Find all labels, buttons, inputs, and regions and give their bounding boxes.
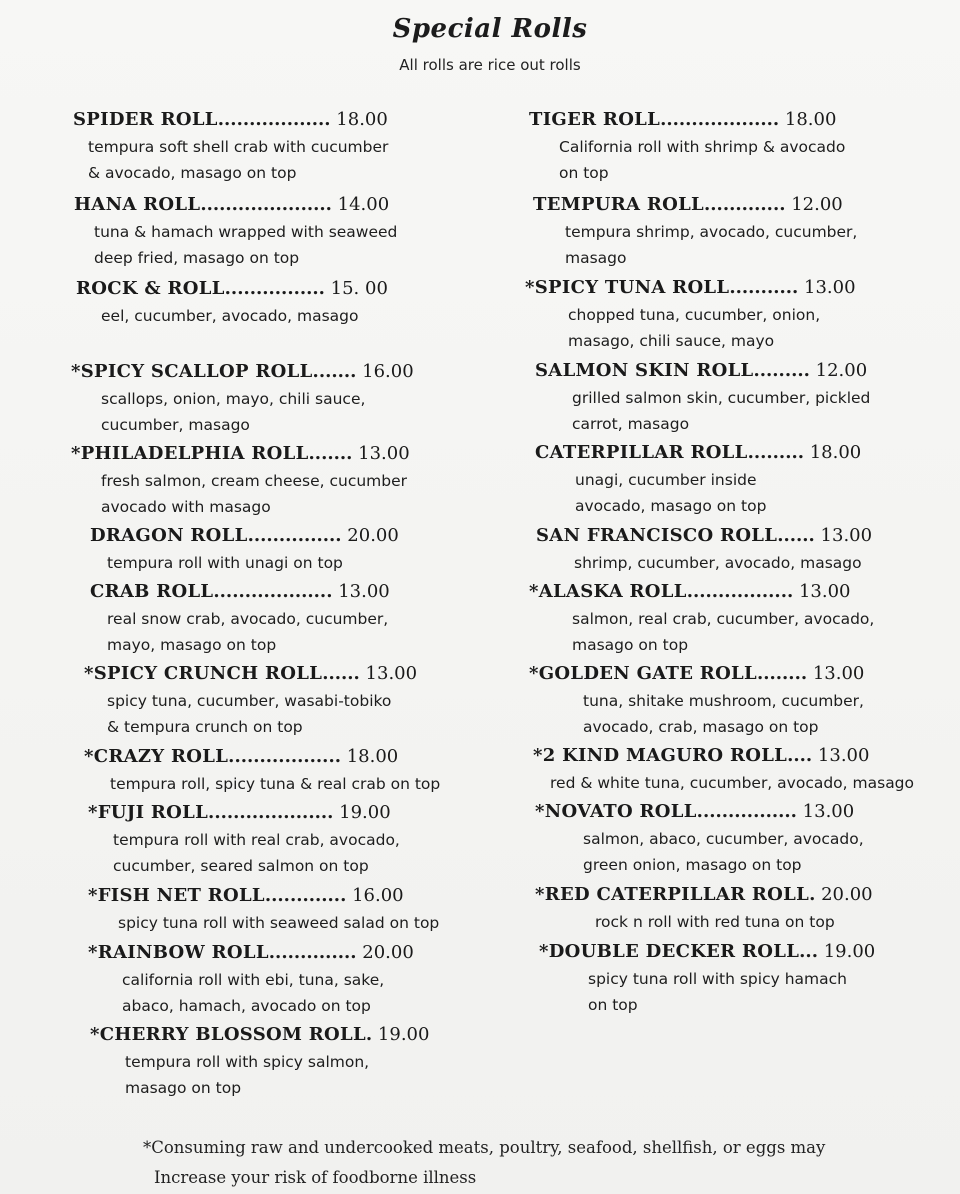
item-name: HANA ROLL <box>74 194 201 215</box>
menu-item-alaska-roll <box>529 581 874 658</box>
menu-item-san-francisco-roll <box>536 525 872 576</box>
description-line: cucumber, masago <box>101 416 250 434</box>
menu-item-2-kind-maguro-roll <box>533 745 914 796</box>
item-name: *DOUBLE DECKER ROLL <box>539 941 800 962</box>
description-line: on top <box>559 164 609 182</box>
item-name: *SPICY TUNA ROLL <box>525 277 730 298</box>
description-line: deep fried, masago on top <box>94 249 300 267</box>
item-heading <box>71 361 414 383</box>
description-line: chopped tuna, cucumber, onion, <box>568 306 821 324</box>
item-price: 12.00 <box>785 194 843 215</box>
item-price: 20.00 <box>356 942 414 963</box>
description-line: masago <box>565 249 627 267</box>
description-line: california roll with ebi, tuna, sake, <box>122 971 385 989</box>
disclaimer-line-1: *Consuming raw and undercooked meats, poultry, seafood, shellfish, or eggs may <box>143 1138 826 1157</box>
item-leader-dots: ... <box>799 941 818 962</box>
item-price: 13.00 <box>812 745 870 766</box>
item-leader-dots: ............. <box>704 194 786 215</box>
description-line: unagi, cucumber inside <box>575 471 757 489</box>
item-description <box>94 219 397 271</box>
item-leader-dots: . <box>365 1024 373 1045</box>
item-name: *PHILADELPHIA ROLL <box>71 443 309 464</box>
item-name: *CHERRY BLOSSOM ROLL <box>90 1024 366 1045</box>
menu-item-rock-roll <box>76 278 388 329</box>
menu-item-spicy-scallop-roll <box>71 361 414 438</box>
item-name: *2 KIND MAGURO ROLL <box>533 745 788 766</box>
menu-item-double-decker-roll <box>539 941 875 1018</box>
item-description <box>574 550 872 576</box>
description-line: fresh salmon, cream cheese, cucumber <box>101 472 408 490</box>
description-line: California roll with shrimp & avocado <box>559 138 846 156</box>
item-price: 13.00 <box>796 801 855 822</box>
description-line: mayo, masago on top <box>107 636 277 654</box>
item-leader-dots: .................. <box>217 109 331 130</box>
item-leader-dots: . <box>809 884 816 905</box>
item-heading <box>88 942 414 964</box>
description-line: tempura roll with real crab, avocado, <box>113 831 400 849</box>
item-description <box>88 134 388 186</box>
item-leader-dots: ............. <box>264 885 347 906</box>
item-price: 16.00 <box>346 885 404 906</box>
item-name: *SPICY CRUNCH ROLL <box>84 663 323 684</box>
description-line: tempura shrimp, avocado, cucumber, <box>565 223 858 241</box>
item-name: SPIDER ROLL <box>73 109 218 130</box>
item-heading <box>529 663 864 685</box>
item-leader-dots: ...... <box>322 663 360 684</box>
menu-item-cherry-blossom-roll <box>90 1024 429 1101</box>
description-line: avocado with masago <box>101 498 271 516</box>
item-name: CATERPILLAR ROLL <box>535 442 748 463</box>
item-heading <box>529 581 874 603</box>
menu-item-rainbow-roll <box>88 942 414 1019</box>
item-heading <box>71 443 410 465</box>
item-name: *SPICY SCALLOP ROLL <box>71 361 313 382</box>
item-description <box>565 219 857 271</box>
item-leader-dots: ....... <box>308 443 353 464</box>
description-line: tempura roll, spicy tuna & real crab on top <box>110 775 441 793</box>
item-price: 13.00 <box>798 277 856 298</box>
item-heading <box>525 277 856 299</box>
menu-item-philadelphia-roll <box>71 443 410 520</box>
description-line: tuna & hamach wrapped with seaweed <box>94 223 398 241</box>
description-line: on top <box>588 996 638 1014</box>
description-line: spicy tuna roll with seaweed salad on top <box>118 914 440 932</box>
item-leader-dots: .................. <box>228 746 341 767</box>
item-price: 19.00 <box>817 941 876 962</box>
item-heading <box>90 581 390 603</box>
menu-item-hana-roll <box>74 194 397 271</box>
item-description <box>118 910 439 936</box>
item-price: 18.00 <box>330 109 388 130</box>
item-leader-dots: ................... <box>660 109 780 130</box>
item-price: 20.00 <box>341 525 399 546</box>
item-heading <box>90 525 399 547</box>
item-description <box>107 688 417 740</box>
item-price: 18.00 <box>340 746 399 767</box>
description-line: scallops, onion, mayo, chili sauce, <box>101 390 366 408</box>
item-description <box>125 1049 429 1101</box>
menu-item-novato-roll <box>535 801 864 878</box>
item-description <box>575 467 861 519</box>
item-price: 19.00 <box>333 802 391 823</box>
item-price: 15. 00 <box>324 278 388 299</box>
menu-item-tiger-roll <box>529 109 845 186</box>
item-price: 18.00 <box>804 442 862 463</box>
item-price: 19.00 <box>372 1024 430 1045</box>
description-line: salmon, real crab, cucumber, avocado, <box>572 610 875 628</box>
description-line: tuna, shitake mushroom, cucumber, <box>583 692 864 710</box>
item-leader-dots: ....... <box>312 361 357 382</box>
description-line: shrimp, cucumber, avocado, masago <box>574 554 862 572</box>
item-leader-dots: .................... <box>208 802 334 823</box>
item-heading <box>84 663 417 685</box>
item-heading <box>535 442 861 464</box>
menu-item-fuji-roll <box>88 802 400 879</box>
item-description <box>583 688 864 740</box>
item-description <box>101 303 388 329</box>
menu-item-spicy-tuna-roll <box>525 277 856 354</box>
description-line: avocado, masago on top <box>575 497 767 515</box>
description-line: tempura roll with unagi on top <box>107 554 343 572</box>
menu-item-golden-gate-roll <box>529 663 864 740</box>
item-price: 18.00 <box>779 109 837 130</box>
item-heading <box>539 941 875 963</box>
item-name: SALMON SKIN ROLL <box>535 360 754 381</box>
description-line: carrot, masago <box>572 415 690 433</box>
menu-item-caterpillar-roll <box>535 442 861 519</box>
item-leader-dots: ........ <box>756 663 808 684</box>
item-heading <box>76 278 388 300</box>
menu-item-dragon-roll <box>90 525 399 576</box>
item-heading <box>88 885 439 907</box>
item-price: 13.00 <box>793 581 851 602</box>
item-leader-dots: ..................... <box>200 194 332 215</box>
item-description <box>588 966 875 1018</box>
item-description <box>107 550 399 576</box>
item-leader-dots: ........... <box>729 277 799 298</box>
menu-item-red-caterpillar-roll <box>535 884 873 935</box>
item-heading <box>536 525 872 547</box>
description-line: red & white tuna, cucumber, avocado, masago <box>550 774 915 792</box>
item-name: SAN FRANCISCO ROLL <box>536 525 778 546</box>
item-name: DRAGON ROLL <box>90 525 248 546</box>
item-heading <box>529 109 845 131</box>
item-heading <box>535 884 873 906</box>
item-description <box>583 826 864 878</box>
item-description <box>550 770 914 796</box>
item-heading <box>535 360 870 382</box>
item-name: *ALASKA ROLL <box>529 581 687 602</box>
item-leader-dots: ................... <box>213 581 333 602</box>
description-line: eel, cucumber, avocado, masago <box>101 307 359 325</box>
menu-item-spider-roll <box>73 109 388 186</box>
item-leader-dots: .... <box>787 745 813 766</box>
item-name: CRAB ROLL <box>90 581 214 602</box>
menu-title: Special Rolls <box>392 14 588 44</box>
item-name: *GOLDEN GATE ROLL <box>529 663 757 684</box>
item-name: *RAINBOW ROLL <box>88 942 269 963</box>
description-line: & tempura crunch on top <box>107 718 303 736</box>
item-leader-dots: ............... <box>247 525 342 546</box>
item-leader-dots: ......... <box>747 442 804 463</box>
menu-item-spicy-crunch-roll <box>84 663 417 740</box>
item-price: 14.00 <box>331 194 390 215</box>
description-line: rock n roll with red tuna on top <box>595 913 835 931</box>
description-line: grilled salmon skin, cucumber, pickled <box>572 389 871 407</box>
description-line: tempura roll with spicy salmon, <box>125 1053 370 1071</box>
menu-item-tempura-roll <box>533 194 857 271</box>
item-leader-dots: ...... <box>777 525 815 546</box>
item-name: *CRAZY ROLL <box>84 746 229 767</box>
item-heading <box>84 746 440 768</box>
item-description <box>107 606 390 658</box>
description-line: salmon, abaco, cucumber, avocado, <box>583 830 864 848</box>
item-name: ROCK & ROLL <box>76 278 225 299</box>
item-price: 13.00 <box>332 581 390 602</box>
item-description <box>572 606 874 658</box>
disclaimer-line-2: Increase your risk of foodborne illness <box>154 1168 477 1187</box>
item-description <box>110 771 440 797</box>
item-leader-dots: .............. <box>268 942 357 963</box>
item-price: 13.00 <box>359 663 418 684</box>
item-heading <box>533 745 914 767</box>
item-name: *FUJI ROLL <box>88 802 209 823</box>
item-heading <box>533 194 857 216</box>
item-price: 16.00 <box>356 361 414 382</box>
item-name: *FISH NET ROLL <box>88 885 265 906</box>
description-line: spicy tuna, cucumber, wasabi-tobiko <box>107 692 392 710</box>
description-line: green onion, masago on top <box>583 856 802 874</box>
item-name: *RED CATERPILLAR ROLL <box>535 884 810 905</box>
menu-item-fish-net-roll <box>88 885 439 936</box>
description-line: masago on top <box>125 1079 242 1097</box>
item-leader-dots: ......... <box>753 360 810 381</box>
item-name: TEMPURA ROLL <box>533 194 705 215</box>
description-line: real snow crab, avocado, cucumber, <box>107 610 389 628</box>
item-name: *NOVATO ROLL <box>535 801 697 822</box>
item-leader-dots: ................ <box>224 278 325 299</box>
item-heading <box>90 1024 429 1046</box>
description-line: spicy tuna roll with spicy hamach <box>588 970 847 988</box>
menu-subtitle: All rolls are rice out rolls <box>399 56 581 74</box>
item-leader-dots: ................ <box>696 801 797 822</box>
item-price: 13.00 <box>814 525 873 546</box>
item-heading <box>535 801 864 823</box>
item-description <box>113 827 400 879</box>
item-heading <box>88 802 400 824</box>
description-line: masago, chili sauce, mayo <box>568 332 775 350</box>
item-price: 20.00 <box>815 884 873 905</box>
item-price: 13.00 <box>352 443 410 464</box>
description-line: masago on top <box>572 636 689 654</box>
description-line: avocado, crab, masago on top <box>583 718 819 736</box>
item-price: 12.00 <box>809 360 868 381</box>
description-line: abaco, hamach, avocado on top <box>122 997 371 1015</box>
allergy-disclaimer <box>143 1133 825 1193</box>
menu-item-salmon-skin-roll <box>535 360 870 437</box>
item-description <box>101 386 414 438</box>
item-description <box>572 385 870 437</box>
item-price: 13.00 <box>807 663 865 684</box>
item-leader-dots: ................. <box>686 581 794 602</box>
item-description <box>122 967 414 1019</box>
item-description <box>559 134 845 186</box>
menu-item-crazy-roll <box>84 746 440 797</box>
item-description <box>595 909 873 935</box>
menu-item-crab-roll <box>90 581 390 658</box>
item-description <box>101 468 410 520</box>
item-description <box>568 302 856 354</box>
item-heading <box>74 194 397 216</box>
description-line: & avocado, masago on top <box>88 164 297 182</box>
description-line: tempura soft shell crab with cucumber <box>88 138 389 156</box>
item-heading <box>73 109 388 131</box>
description-line: cucumber, seared salmon on top <box>113 857 369 875</box>
item-name: TIGER ROLL <box>529 109 661 130</box>
